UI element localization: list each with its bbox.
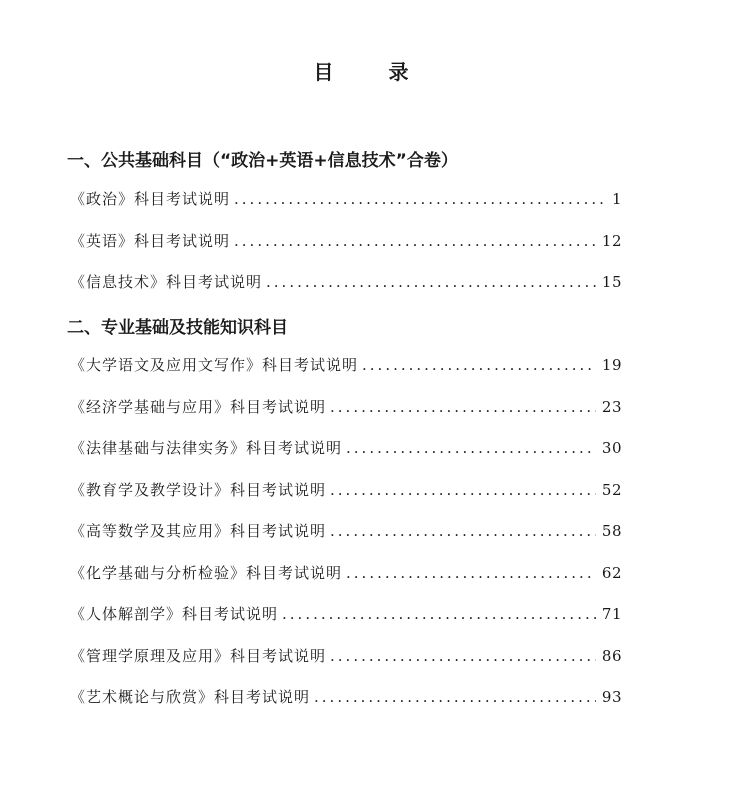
toc-entry-page-number: 15: [601, 273, 622, 291]
toc-entry-college-chinese[interactable]: [70, 354, 622, 374]
toc-entry-english[interactable]: [70, 230, 622, 250]
toc-entry-information-technology[interactable]: [70, 271, 622, 291]
dot-leader: [234, 232, 596, 250]
toc-entry-page-number: 58: [601, 522, 622, 540]
toc-entry-page-number: 93: [601, 688, 622, 706]
dot-leader: [330, 647, 596, 665]
toc-entry-politics[interactable]: [70, 188, 622, 208]
toc-entry-page-number: 52: [601, 481, 622, 499]
toc-entry-page-number: 23: [601, 398, 622, 416]
toc-entry-label: 《化学基础与分析检验》科目考试说明: [70, 564, 343, 582]
toc-entry-page-number: 86: [601, 647, 622, 665]
toc-entry-label: 《人体解剖学》科目考试说明: [70, 605, 279, 623]
dot-leader: [314, 688, 596, 706]
page-title: 目 录: [313, 60, 433, 84]
toc-entry-label: 《经济学基础与应用》科目考试说明: [70, 398, 327, 416]
toc-entry-label: 《政治》科目考试说明: [70, 190, 231, 208]
toc-entry-page-number: 71: [601, 605, 622, 623]
dot-leader: [330, 398, 596, 416]
toc-entry-label: 《信息技术》科目考试说明: [70, 273, 263, 291]
toc-entry-management[interactable]: [70, 645, 622, 665]
toc-entry-label: 《高等数学及其应用》科目考试说明: [70, 522, 327, 540]
dot-leader: [234, 190, 606, 208]
toc-entry-page-number: 1: [611, 190, 622, 208]
dot-leader: [330, 522, 596, 540]
toc-entry-page-number: 62: [601, 564, 622, 582]
dot-leader: [330, 481, 596, 499]
toc-entry-label: 《管理学原理及应用》科目考试说明: [70, 647, 327, 665]
dot-leader: [266, 273, 596, 291]
toc-entry-label: 《英语》科目考试说明: [70, 232, 231, 250]
toc-entry-label: 《艺术概论与欣赏》科目考试说明: [70, 688, 311, 706]
toc-entry-anatomy[interactable]: [70, 603, 622, 623]
toc-entry-label: 《教育学及教学设计》科目考试说明: [70, 481, 327, 499]
section-heading-professional-skills: 二、专业基础及技能知识科目: [67, 318, 288, 338]
dot-leader: [362, 356, 596, 374]
toc-entry-page-number: 12: [601, 232, 622, 250]
toc-entry-advanced-math[interactable]: [70, 520, 622, 540]
toc-entry-chemistry[interactable]: [70, 562, 622, 582]
toc-entry-label: 《大学语文及应用文写作》科目考试说明: [70, 356, 359, 374]
section-heading-public-basics: 一、公共基础科目（“政治+英语+信息技术”合卷）: [67, 151, 458, 171]
dot-leader: [346, 439, 596, 457]
toc-entry-pedagogy[interactable]: [70, 479, 622, 499]
toc-entry-art[interactable]: [70, 686, 622, 706]
dot-leader: [346, 564, 596, 582]
toc-entry-label: 《法律基础与法律实务》科目考试说明: [70, 439, 343, 457]
toc-entry-page-number: 30: [601, 439, 622, 457]
toc-entry-economics[interactable]: [70, 396, 622, 416]
toc-entry-page-number: 19: [601, 356, 622, 374]
toc-entry-law[interactable]: [70, 437, 622, 457]
dot-leader: [282, 605, 596, 623]
